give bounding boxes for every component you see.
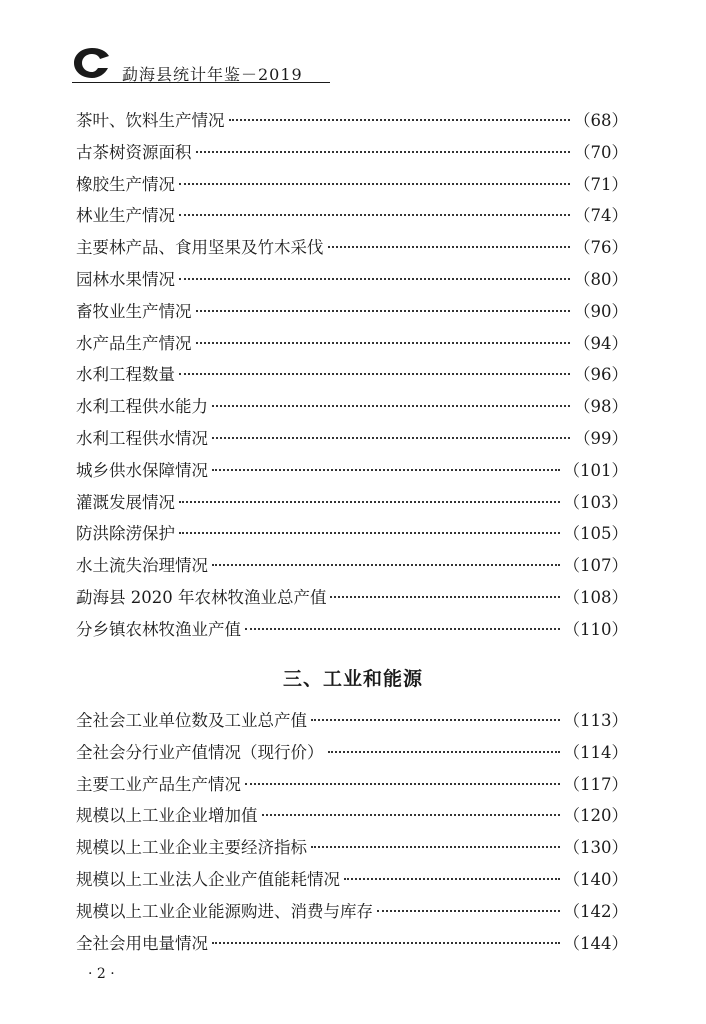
toc-dot-leader	[179, 214, 570, 216]
toc-dot-leader	[245, 783, 560, 785]
toc-entry-title: 园林水果情况	[76, 269, 175, 289]
toc-entry-page: （99）	[574, 428, 628, 448]
toc-entry-page: （80）	[574, 269, 628, 289]
toc-entry-page: （120）	[563, 806, 628, 826]
toc-entry-title: 规模以上工业企业主要经济指标	[76, 838, 307, 858]
toc-entry-title: 灌溉发展情况	[76, 492, 175, 512]
toc-entry-title: 主要林产品、食用坚果及竹木采伐	[76, 238, 324, 258]
toc-entry-page: （98）	[574, 397, 628, 417]
toc-entry-page: （130）	[563, 838, 628, 858]
toc-dot-leader	[311, 846, 560, 848]
toc-entry-title: 主要工业产品生产情况	[76, 774, 241, 794]
toc-dot-leader	[179, 278, 570, 280]
toc-dot-leader	[212, 942, 560, 944]
toc-entry	[76, 425, 628, 457]
toc-entry-page: （110）	[563, 619, 628, 639]
toc-entry	[76, 457, 628, 489]
toc-entry-page: （142）	[563, 901, 628, 921]
toc-dot-leader	[245, 628, 560, 630]
toc-entry	[76, 107, 628, 139]
toc-dot-leader	[328, 246, 571, 248]
toc-entry	[76, 739, 628, 771]
toc-dot-leader	[328, 751, 560, 753]
toc-dot-leader	[212, 469, 560, 471]
toc-entry	[76, 266, 628, 298]
toc-entry-page: （114）	[563, 742, 628, 762]
toc-entry-page: （108）	[563, 587, 628, 607]
toc-entry-page: （113）	[563, 711, 628, 730]
toc-entry	[76, 171, 628, 203]
toc-entry-page: （74）	[574, 206, 628, 226]
toc-entry	[76, 552, 628, 584]
toc-dot-leader	[179, 183, 570, 185]
toc-entry	[76, 298, 628, 330]
header-rule	[72, 82, 330, 83]
toc-dot-leader	[330, 596, 559, 598]
toc-entry	[76, 834, 628, 866]
toc-entry-title: 规模以上工业法人企业产值能耗情况	[76, 869, 340, 889]
toc-entry-title: 防洪除涝保护	[76, 524, 175, 544]
toc-entry	[76, 930, 628, 962]
toc-entry	[76, 139, 628, 171]
toc-dot-leader	[344, 878, 560, 880]
toc-dot-leader	[262, 814, 560, 816]
toc-dot-leader	[196, 151, 571, 153]
toc-dot-leader	[179, 501, 560, 503]
toc-entry-title: 茶叶、饮料生产情况	[76, 111, 225, 130]
toc-entry-page: （105）	[563, 524, 628, 544]
toc-entry	[76, 489, 628, 521]
toc-entry-page: （96）	[574, 365, 628, 385]
toc-dot-leader	[311, 719, 560, 721]
toc-entry-title: 全社会用电量情况	[76, 933, 208, 953]
toc-dot-leader	[229, 119, 571, 121]
toc-entry-title: 全社会分行业产值情况（现行价）	[76, 742, 324, 762]
toc-entry-title: 规模以上工业企业增加值	[76, 806, 258, 826]
toc-list-industry-energy	[76, 707, 628, 961]
toc-entry-page: （94）	[574, 333, 628, 353]
toc-entry	[76, 866, 628, 898]
section-heading: 三、工业和能源	[282, 668, 423, 690]
toc-entry-title: 水利工程数量	[76, 365, 175, 385]
toc-entry-title: 规模以上工业企业能源购进、消费与库存	[76, 901, 373, 921]
toc-entry-title: 橡胶生产情况	[76, 174, 175, 194]
toc-entry-title: 水产品生产情况	[76, 333, 192, 353]
toc-entry	[76, 202, 628, 234]
toc-entry-title: 分乡镇农林牧渔业产值	[76, 619, 241, 639]
toc-entry-title: 畜牧业生产情况	[76, 301, 192, 321]
toc-entry	[76, 616, 628, 648]
toc-entry	[76, 393, 628, 425]
toc-dot-leader	[196, 310, 571, 312]
toc-entry-page: （71）	[574, 174, 628, 194]
page-number: · 2 ·	[88, 966, 115, 982]
toc-dot-leader	[179, 373, 570, 375]
toc-dot-leader	[196, 342, 571, 344]
toc-entry-page: （76）	[574, 238, 628, 258]
toc-entry-title: 水利工程供水情况	[76, 428, 208, 448]
toc-entry-page: （107）	[563, 556, 628, 576]
toc-entry	[76, 584, 628, 616]
toc-entry	[76, 898, 628, 930]
toc-dot-leader	[212, 564, 560, 566]
toc-dot-leader	[377, 910, 560, 912]
toc-entry-title: 全社会工业单位数及工业总产值	[76, 711, 307, 730]
toc-entry-title: 林业生产情况	[76, 206, 175, 226]
toc-entry-title: 勐海县 2020 年农林牧渔业总产值	[76, 587, 327, 607]
toc-entry	[76, 520, 628, 552]
toc-entry	[76, 234, 628, 266]
toc-entry-title: 水利工程供水能力	[76, 397, 208, 417]
toc-entry	[76, 330, 628, 362]
toc-entry-page: （103）	[563, 492, 628, 512]
toc-entry-page: （101）	[563, 460, 628, 480]
running-header-title: 勐海县统计年鉴－2019	[122, 65, 303, 84]
toc-entry	[76, 802, 628, 834]
toc-dot-leader	[212, 437, 570, 439]
toc-entry-page: （90）	[574, 301, 628, 321]
toc-entry-page: （140）	[563, 869, 628, 889]
toc-entry-title: 城乡供水保障情况	[76, 460, 208, 480]
toc-list-agriculture	[76, 107, 628, 648]
toc-entry-title: 水土流失治理情况	[76, 556, 208, 576]
toc-entry-page: （68）	[574, 111, 628, 130]
toc-entry	[76, 361, 628, 393]
toc-entry	[76, 707, 628, 739]
toc-entry	[76, 771, 628, 803]
toc-entry-page: （70）	[574, 142, 628, 162]
running-header	[72, 44, 330, 86]
yearbook-logo-icon	[72, 46, 112, 80]
toc-dot-leader	[179, 532, 560, 534]
toc-entry-page: （144）	[563, 933, 628, 953]
toc-entry-title: 古茶树资源面积	[76, 142, 192, 162]
toc-entry-page: （117）	[563, 774, 628, 794]
toc-dot-leader	[212, 405, 570, 407]
